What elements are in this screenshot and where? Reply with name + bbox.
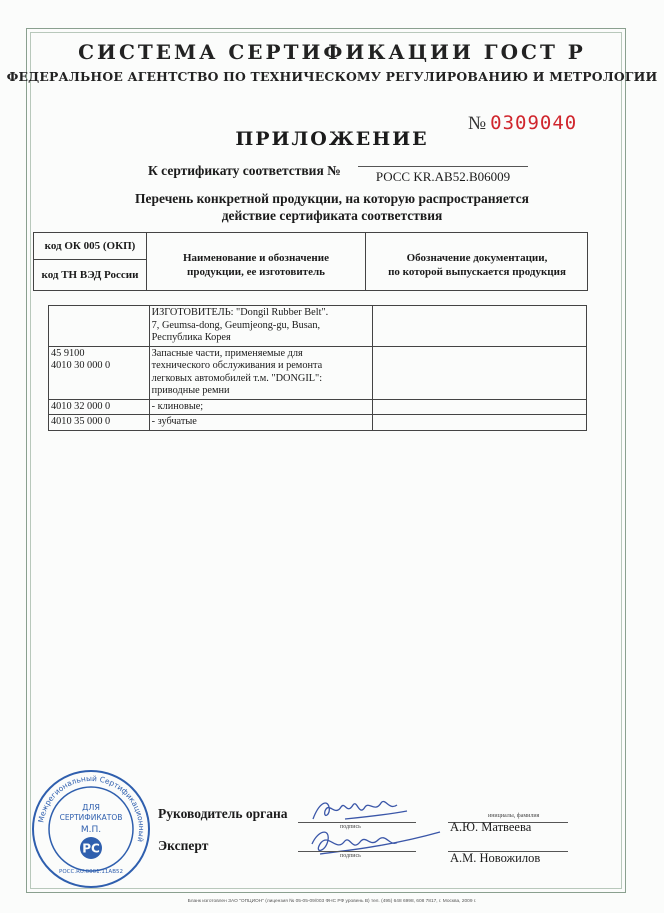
table-header [33, 232, 588, 291]
name-cell [149, 399, 372, 415]
code-cell [49, 306, 150, 347]
stamp-reg-number: РОСС.RU.0001.11АВ52 [59, 869, 123, 875]
doc-cell [372, 346, 586, 399]
head-signature-line [298, 822, 416, 823]
stamp-ring-text: Межрегиональный Сертификационный [36, 773, 147, 843]
name-column-header-line2: продукции, ее изготовитель [187, 265, 325, 278]
name-line: легковых автомобилей т.м. "DONGIL": [151, 372, 323, 384]
page-border [26, 28, 626, 893]
code-cell [49, 399, 150, 415]
doc-cell [372, 306, 586, 347]
stamp-emblem-icon [80, 837, 102, 859]
name-line: Республика Корея [151, 332, 231, 343]
doc-column-header [367, 233, 587, 290]
stamp-seal [30, 768, 152, 890]
document-heading: ПРИЛОЖЕНИЕ [235, 128, 429, 150]
doc-cell [372, 415, 586, 431]
list-title [0, 190, 664, 224]
certificate-number [358, 166, 528, 183]
system-title: СИСТЕМА СЕРТИФИКАЦИИ ГОСТ Р [78, 40, 586, 64]
name-cell [149, 415, 372, 431]
name-cell [149, 306, 372, 347]
agency-title: ФЕДЕРАЛЬНОЕ АГЕНТСТВО ПО ТЕХНИЧЕСКОМУ РЕГУЛИРОВАНИЮ И МЕТРОЛОГИИ [6, 69, 658, 84]
expert-signature-icon [300, 824, 450, 866]
head-name: А.Ю. Матвеева [450, 820, 532, 834]
expert-label: Эксперт [158, 838, 209, 853]
to-certificate-label: К сертификату соответствия № [148, 163, 341, 178]
table-row [49, 415, 587, 431]
code-value: 45 9100 [51, 347, 85, 359]
stamp-line2: СЕРТИФИКАТОВ [59, 813, 123, 822]
form-number-value: 0309040 [490, 112, 578, 134]
doc-column-header-line1: Обозначение документации, [406, 251, 548, 264]
form-footer: Бланк изготовлен ЗАО "ОПЦИОН" (лицензия № 05-05-09/003 ФНС РФ уровень В) тел. (495) 648 6998, 608 7817, г. Москва, 2009 г. [187, 899, 477, 904]
table-row [49, 399, 587, 415]
expert-signature-caption: подпись [340, 853, 361, 859]
name-line: приводные ремни [151, 385, 230, 396]
expert-name: А.М. Новожилов [450, 851, 541, 865]
name-line: Запасные части, применяемые для [151, 347, 303, 359]
code-cell [49, 415, 150, 431]
name-line: - зубчатые [151, 416, 197, 427]
stamp-line1: ДЛЯ [82, 803, 100, 812]
name-column-header [147, 233, 366, 290]
doc-cell [372, 399, 586, 415]
name-line: 7, Geumsa-dong, Geumjeong-gu, Busan, [151, 319, 321, 331]
code-value: 4010 32 000 0 [51, 400, 111, 412]
head-signature-caption: подпись [340, 824, 361, 830]
number-sign: № [468, 113, 487, 134]
code-column-header [34, 233, 147, 290]
doc-column-header-line2: по которой выпускается продукция [388, 265, 566, 278]
stamp-line3: М.П. [80, 825, 102, 835]
table-row [49, 346, 587, 399]
initials-caption: инициалы, фамилия [488, 813, 540, 819]
name-line: технического обслуживания и ремонта [151, 360, 323, 371]
code-value: 4010 30 000 0 [51, 360, 111, 371]
products-table [48, 305, 587, 431]
code-cell [49, 346, 150, 399]
list-title-line2: действие сертификата соответствия [221, 208, 443, 223]
code-okp-header: код ОК 005 (ОКП) [34, 233, 146, 260]
certificate-number-text: РОСС KR.AB52.B06009 [375, 169, 511, 184]
code-value: 4010 35 000 0 [51, 416, 111, 427]
name-line: - клиновые; [151, 400, 204, 412]
svg-text:PC: PC [82, 841, 100, 856]
name-line: ИЗГОТОВИТЕЛЬ: "Dongil Rubber Belt". [151, 307, 329, 318]
table-row [49, 306, 587, 347]
name-column-header-line1: Наименование и обозначение [183, 251, 329, 264]
expert-signature-line [298, 851, 416, 852]
list-title-line1: Перечень конкретной продукции, на которую распространяется [135, 191, 529, 206]
head-of-body-label: Руководитель органа [158, 806, 288, 821]
name-cell [149, 346, 372, 399]
code-tnved-header: код ТН ВЭД России [41, 269, 139, 281]
